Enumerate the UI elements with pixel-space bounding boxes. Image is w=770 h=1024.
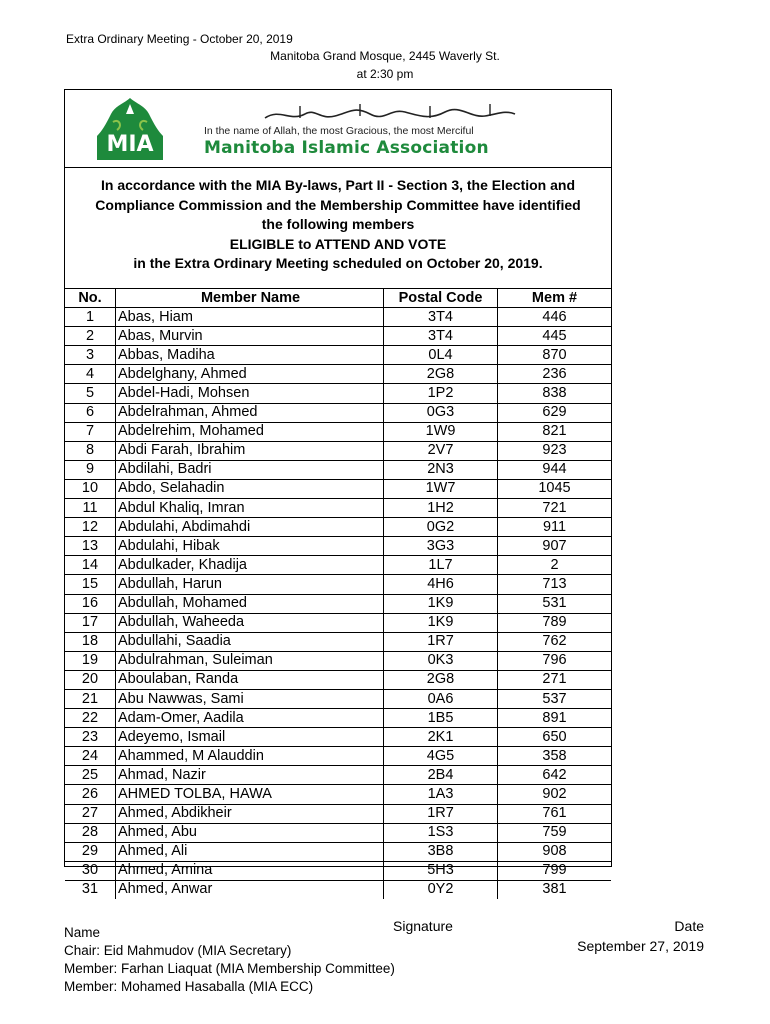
member-name: Abdelrahman, Ahmed bbox=[116, 403, 384, 422]
notice-line: In accordance with the MIA By-laws, Part II - Section 3, the Election and bbox=[100, 177, 576, 193]
member-name: Abdel-Hadi, Mohsen bbox=[116, 384, 384, 403]
mia-logo-icon bbox=[93, 96, 167, 162]
postal-code: 0L4 bbox=[384, 346, 498, 365]
member-number: 629 bbox=[498, 403, 612, 422]
table-row bbox=[65, 537, 611, 556]
row-number: 24 bbox=[65, 747, 116, 766]
row-number: 9 bbox=[65, 460, 116, 479]
member-number: 446 bbox=[498, 308, 612, 327]
table-row bbox=[65, 556, 611, 575]
member-number: 642 bbox=[498, 766, 612, 785]
postal-code: 3T4 bbox=[384, 308, 498, 327]
member-number: 381 bbox=[498, 880, 612, 899]
member-number: 891 bbox=[498, 709, 612, 728]
member-number: 838 bbox=[498, 384, 612, 403]
member-table bbox=[65, 288, 611, 899]
postal-code: 5H3 bbox=[384, 861, 498, 880]
member-number: 908 bbox=[498, 842, 612, 861]
postal-code: 1R7 bbox=[384, 632, 498, 651]
member-number: 713 bbox=[498, 575, 612, 594]
member-number: 2 bbox=[498, 556, 612, 575]
member-name: Ahmed, Ali bbox=[116, 842, 384, 861]
eligibility-document-box bbox=[64, 89, 612, 898]
member-name: Ahmed, Anwar bbox=[116, 880, 384, 899]
logo-tagline: In the name of Allah, the most Gracious, the most Merciful bbox=[204, 125, 474, 137]
notice-line: ELIGIBLE to ATTEND AND VOTE bbox=[229, 235, 447, 252]
row-number: 5 bbox=[65, 384, 116, 403]
row-number: 12 bbox=[65, 518, 116, 537]
member-name: AHMED TOLBA, HAWA bbox=[116, 785, 384, 804]
table-row bbox=[65, 518, 611, 537]
member-number: 761 bbox=[498, 804, 612, 823]
member-number: 445 bbox=[498, 327, 612, 346]
table-row bbox=[65, 689, 611, 708]
postal-code: 0K3 bbox=[384, 651, 498, 670]
table-row bbox=[65, 499, 611, 518]
member-number: 902 bbox=[498, 785, 612, 804]
member-number: 721 bbox=[498, 499, 612, 518]
bismillah-calligraphy-icon bbox=[260, 100, 520, 126]
row-number: 11 bbox=[65, 499, 116, 518]
member-number: 789 bbox=[498, 613, 612, 632]
member-number: 759 bbox=[498, 823, 612, 842]
member-number: 923 bbox=[498, 441, 612, 460]
postal-code: 1K9 bbox=[384, 613, 498, 632]
member-number: 796 bbox=[498, 651, 612, 670]
postal-code: 1K9 bbox=[384, 594, 498, 613]
member-name: Abdul Khaliq, Imran bbox=[116, 499, 384, 518]
row-number: 4 bbox=[65, 365, 116, 384]
member-name: Abdullah, Waheeda bbox=[116, 613, 384, 632]
row-number: 17 bbox=[65, 613, 116, 632]
row-number: 25 bbox=[65, 766, 116, 785]
row-number: 18 bbox=[65, 632, 116, 651]
signature-label: Signature bbox=[393, 918, 453, 934]
postal-code: 0G2 bbox=[384, 518, 498, 537]
table-row bbox=[65, 327, 611, 346]
row-number: 2 bbox=[65, 327, 116, 346]
date-value: September 27, 2019 bbox=[577, 938, 704, 954]
member-number: 236 bbox=[498, 365, 612, 384]
member-name: Abdullahi, Saadia bbox=[116, 632, 384, 651]
member-number: 271 bbox=[498, 670, 612, 689]
meeting-location: Manitoba Grand Mosque, 2445 Waverly St. bbox=[270, 49, 500, 63]
table-row bbox=[65, 460, 611, 479]
postal-code: 1S3 bbox=[384, 823, 498, 842]
member-number: 650 bbox=[498, 728, 612, 747]
table-row bbox=[65, 632, 611, 651]
member-name: Ahmed, Abdikheir bbox=[116, 804, 384, 823]
row-number: 21 bbox=[65, 689, 116, 708]
eligibility-notice bbox=[65, 176, 611, 274]
member-name: Ahammed, M Alauddin bbox=[116, 747, 384, 766]
row-number: 8 bbox=[65, 441, 116, 460]
table-row bbox=[65, 747, 611, 766]
member-name: Abdi Farah, Ibrahim bbox=[116, 441, 384, 460]
member-number: 870 bbox=[498, 346, 612, 365]
member-table-body bbox=[65, 308, 611, 899]
member-number: 762 bbox=[498, 632, 612, 651]
row-number: 16 bbox=[65, 594, 116, 613]
table-row bbox=[65, 403, 611, 422]
member-name: Adeyemo, Ismail bbox=[116, 728, 384, 747]
postal-code: 3T4 bbox=[384, 327, 498, 346]
table-row bbox=[65, 728, 611, 747]
member-number: 907 bbox=[498, 537, 612, 556]
row-number: 7 bbox=[65, 422, 116, 441]
row-number: 28 bbox=[65, 823, 116, 842]
table-row bbox=[65, 651, 611, 670]
member-name: Ahmad, Nazir bbox=[116, 766, 384, 785]
member-number: 537 bbox=[498, 689, 612, 708]
table-row bbox=[65, 823, 611, 842]
member-name: Abbas, Madiha bbox=[116, 346, 384, 365]
member-name: Ahmed, Amina bbox=[116, 861, 384, 880]
member-name: Abdelrehim, Mohamed bbox=[116, 422, 384, 441]
postal-code: 0Y2 bbox=[384, 880, 498, 899]
row-number: 6 bbox=[65, 403, 116, 422]
table-row bbox=[65, 670, 611, 689]
table-row bbox=[65, 575, 611, 594]
meeting-time: at 2:30 pm bbox=[356, 67, 414, 81]
committee-member: Member: Farhan Liaquat (MIA Membership Committee) bbox=[64, 961, 395, 976]
member-name: Abdulrahman, Suleiman bbox=[116, 651, 384, 670]
meeting-title: Extra Ordinary Meeting - October 20, 2019 bbox=[66, 32, 293, 46]
postal-code: 1B5 bbox=[384, 709, 498, 728]
svg-text:MIA: MIA bbox=[106, 132, 154, 157]
notice-line: Compliance Commission and the Membership Committee have identified bbox=[95, 196, 581, 213]
postal-code: 3G3 bbox=[384, 537, 498, 556]
row-number: 29 bbox=[65, 842, 116, 861]
postal-code: 1H2 bbox=[384, 499, 498, 518]
member-name: Abdullah, Harun bbox=[116, 575, 384, 594]
row-number: 10 bbox=[65, 479, 116, 498]
member-name: Abu Nawwas, Sami bbox=[116, 689, 384, 708]
table-row bbox=[65, 479, 611, 498]
postal-code: 2G8 bbox=[384, 670, 498, 689]
postal-code: 2B4 bbox=[384, 766, 498, 785]
name-label: Name bbox=[64, 925, 101, 940]
row-number: 31 bbox=[65, 880, 116, 899]
member-number: 799 bbox=[498, 861, 612, 880]
table-row bbox=[65, 709, 611, 728]
organization-name: Manitoba Islamic Association bbox=[204, 138, 489, 158]
member-name: Ahmed, Abu bbox=[116, 823, 384, 842]
postal-code: 1R7 bbox=[384, 804, 498, 823]
row-number: 23 bbox=[65, 728, 116, 747]
table-row bbox=[65, 842, 611, 861]
member-name: Abdulkader, Khadija bbox=[116, 556, 384, 575]
member-number: 821 bbox=[498, 422, 612, 441]
table-header-row bbox=[65, 289, 611, 308]
postal-code: 1W7 bbox=[384, 479, 498, 498]
row-number: 3 bbox=[65, 346, 116, 365]
table-row bbox=[65, 441, 611, 460]
postal-code: 1L7 bbox=[384, 556, 498, 575]
row-number: 1 bbox=[65, 308, 116, 327]
member-number: 944 bbox=[498, 460, 612, 479]
member-name: Aboulaban, Randa bbox=[116, 670, 384, 689]
table-row bbox=[65, 880, 611, 899]
committee-member: Member: Mohamed Hasaballa (MIA ECC) bbox=[64, 979, 314, 994]
committee-chair: Chair: Eid Mahmudov (MIA Secretary) bbox=[64, 943, 292, 958]
table-row bbox=[65, 384, 611, 403]
header-mem-number: Mem # bbox=[498, 289, 612, 308]
table-row bbox=[65, 766, 611, 785]
member-number: 358 bbox=[498, 747, 612, 766]
member-number: 911 bbox=[498, 518, 612, 537]
member-name: Abdilahi, Badri bbox=[116, 460, 384, 479]
row-number: 14 bbox=[65, 556, 116, 575]
row-number: 13 bbox=[65, 537, 116, 556]
postal-code: 0A6 bbox=[384, 689, 498, 708]
member-name: Abdo, Selahadin bbox=[116, 479, 384, 498]
table-row bbox=[65, 308, 611, 327]
postal-code: 0G3 bbox=[384, 403, 498, 422]
postal-code: 3B8 bbox=[384, 842, 498, 861]
member-name: Abdulahi, Abdimahdi bbox=[116, 518, 384, 537]
member-number: 531 bbox=[498, 594, 612, 613]
member-name: Abdulahi, Hibak bbox=[116, 537, 384, 556]
member-name: Abas, Murvin bbox=[116, 327, 384, 346]
row-number: 15 bbox=[65, 575, 116, 594]
postal-code: 2G8 bbox=[384, 365, 498, 384]
notice-line: the following members bbox=[261, 216, 415, 232]
row-number: 22 bbox=[65, 709, 116, 728]
postal-code: 1W9 bbox=[384, 422, 498, 441]
row-number: 20 bbox=[65, 670, 116, 689]
postal-code: 2V7 bbox=[384, 441, 498, 460]
member-name: Adam-Omer, Aadila bbox=[116, 709, 384, 728]
member-number: 1045 bbox=[498, 479, 612, 498]
header-no: No. bbox=[65, 289, 116, 308]
table-row bbox=[65, 422, 611, 441]
table-row bbox=[65, 785, 611, 804]
notice-line: in the Extra Ordinary Meeting scheduled on October 20, 2019. bbox=[133, 255, 543, 271]
logo-banner bbox=[65, 90, 611, 168]
table-row bbox=[65, 804, 611, 823]
postal-code: 4H6 bbox=[384, 575, 498, 594]
row-number: 27 bbox=[65, 804, 116, 823]
postal-code: 1A3 bbox=[384, 785, 498, 804]
postal-code: 2N3 bbox=[384, 460, 498, 479]
postal-code: 2K1 bbox=[384, 728, 498, 747]
row-number: 26 bbox=[65, 785, 116, 804]
table-row bbox=[65, 346, 611, 365]
date-label: Date bbox=[674, 918, 704, 934]
row-number: 30 bbox=[65, 861, 116, 880]
table-row bbox=[65, 613, 611, 632]
postal-code: 4G5 bbox=[384, 747, 498, 766]
table-row bbox=[65, 594, 611, 613]
postal-code: 1P2 bbox=[384, 384, 498, 403]
table-row bbox=[65, 861, 611, 880]
header-postal-code: Postal Code bbox=[384, 289, 498, 308]
member-name: Abdullah, Mohamed bbox=[116, 594, 384, 613]
header-member-name: Member Name bbox=[116, 289, 384, 308]
member-name: Abdelghany, Ahmed bbox=[116, 365, 384, 384]
row-number: 19 bbox=[65, 651, 116, 670]
table-row bbox=[65, 365, 611, 384]
member-name: Abas, Hiam bbox=[116, 308, 384, 327]
